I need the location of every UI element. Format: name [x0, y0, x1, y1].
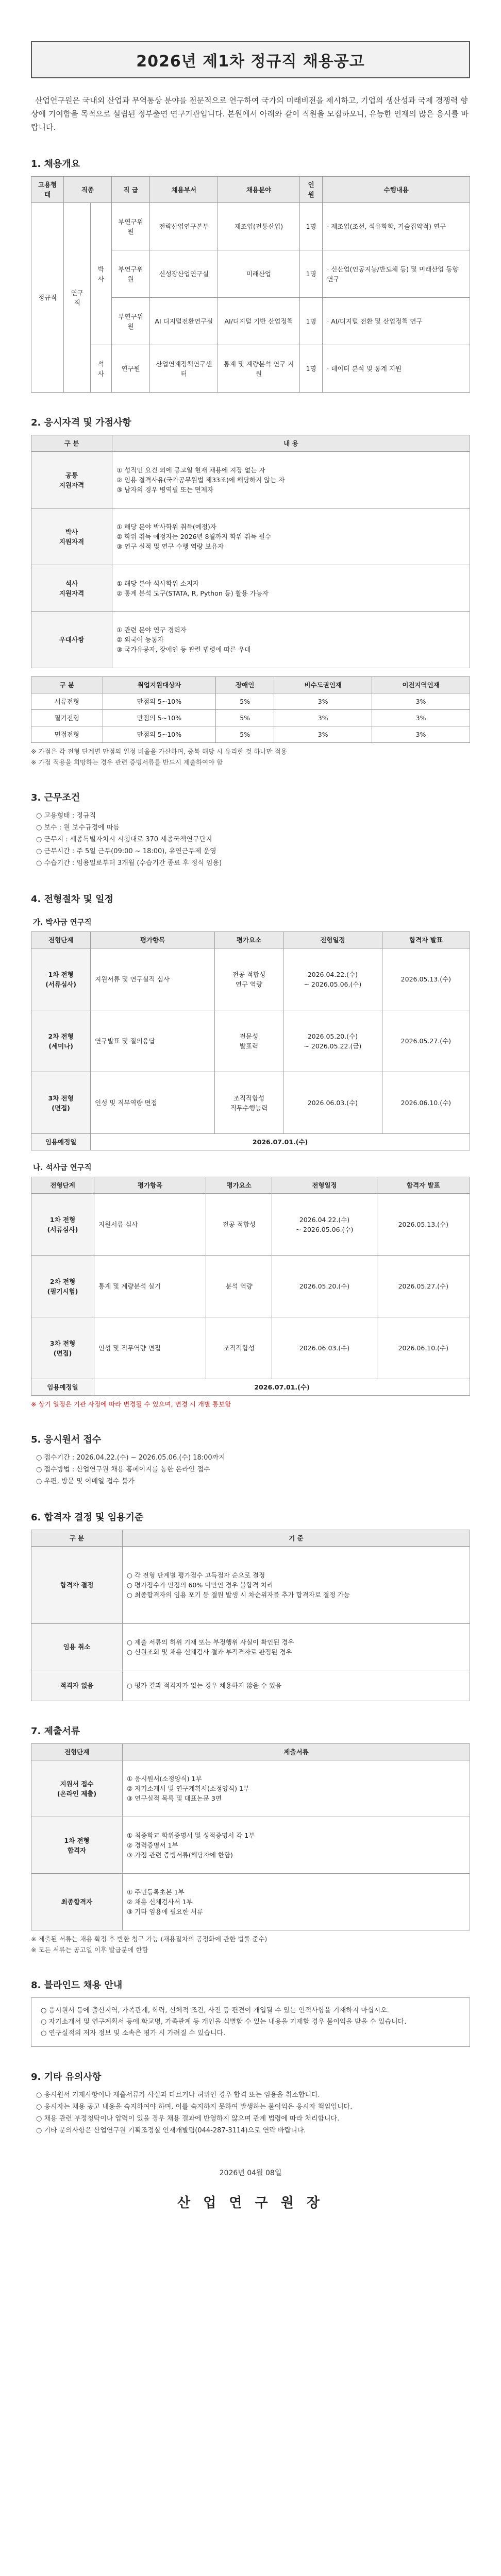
- application-text: ○ 접수기간 : 2026.04.22.(수) ~ 2026.05.06.(수) 18:00까지 ○ 접수방법 : 산업연구원 채용 홈페이지를 통한 온라인 접수 ○ 우편, 방문 및 이메일 접수 불가: [36, 1454, 225, 1485]
- table-cell: 1차 전형 (서류심사): [31, 948, 91, 1010]
- table-header: 채용부서: [150, 177, 218, 203]
- table-cell: 제조업(전통산업): [218, 203, 299, 250]
- table-header: 인 원: [299, 177, 323, 203]
- table-header: 수행내용: [323, 177, 470, 203]
- table-cell: 통계 및 계량분석 실기: [94, 1256, 206, 1317]
- table-row: [31, 612, 470, 668]
- table-cell: 2026.05.27.(수): [382, 1010, 470, 1072]
- table-cell: 정규직: [31, 203, 64, 393]
- table-cell: 우대사항: [31, 612, 112, 668]
- table-header: 전형단계: [31, 1744, 123, 1760]
- table-header: 합격자 발표: [382, 932, 470, 948]
- table-cell: 2026.05.27.(수): [377, 1256, 470, 1317]
- table-cell: 만점의 5~10%: [103, 693, 216, 710]
- table-row: [31, 1760, 470, 1817]
- table-cell: ① 해당 분야 석사학위 소지자 ② 통계 분석 도구(STATA, R, Python 등) 활용 가능자: [112, 565, 470, 612]
- table-cell: 1명: [299, 298, 323, 345]
- table-cell: AI/디지털 기반 산업정책: [218, 298, 299, 345]
- table-cell: 3%: [372, 726, 470, 743]
- table-cell: 2026.06.10.(수): [377, 1317, 470, 1379]
- table-cell: 연구직: [64, 203, 91, 393]
- table-cell: AI 디지털전환연구실: [150, 298, 218, 345]
- table-cell: 인성 및 직무역량 면접: [94, 1317, 206, 1379]
- section-title-qualification: 2. 응시자격 및 가점사항: [31, 417, 131, 428]
- table-cell: 2차 전형 (세미나): [31, 1010, 91, 1072]
- table-cell: 서류전형: [31, 693, 103, 710]
- table-cell: ① 관련 분야 연구 경력자 ② 외국어 능통자 ③ 국가유공자, 장애인 등 관련 법령에 따른 우대: [112, 612, 470, 668]
- table-cell: 5%: [216, 693, 274, 710]
- table-header: 평가항목: [94, 1177, 206, 1194]
- table-cell: 전공 적합성: [206, 1194, 272, 1256]
- table-cell: 1명: [299, 345, 323, 393]
- bonus-points-table: [31, 676, 470, 743]
- table-cell: 박사: [91, 203, 111, 345]
- table-row: [31, 693, 470, 710]
- table-row: [31, 1194, 470, 1256]
- table-cell: 2026.06.10.(수): [382, 1072, 470, 1134]
- table-row: [31, 1379, 470, 1396]
- table-cell: 석사 지원자격: [31, 565, 112, 612]
- table-row: [31, 1874, 470, 1930]
- notice-date: 2026년 04월 08일: [219, 2169, 282, 2177]
- table-cell: 임용예정일: [31, 1134, 91, 1150]
- section-title-process: 4. 전형절차 및 일정: [31, 894, 113, 905]
- table-row: [31, 1256, 470, 1317]
- table-cell: 2026.05.20.(수): [272, 1256, 377, 1317]
- table-header: 기 준: [123, 1530, 470, 1547]
- table-cell: ① 주민등록초본 1부 ② 채용 신체검사서 1부 ③ 기타 임용에 필요한 서류: [123, 1874, 470, 1930]
- section-title-application: 5. 응시원서 접수: [31, 1434, 102, 1445]
- table-row: [31, 710, 470, 726]
- table-cell: · 신산업(인공지능/반도체 등) 및 미래산업 동향 연구: [323, 250, 470, 298]
- table-cell: 3%: [274, 726, 372, 743]
- table-cell: 만점의 5~10%: [103, 726, 216, 743]
- table-cell: ① 해당 분야 박사학위 취득(예정)자 ② 학위 취득 예정자는 2026년 8월까지 학위 취득 필수 ③ 연구 실적 및 연구 수행 역량 보유자: [112, 509, 470, 565]
- table-cell: 2026.06.03.(수): [272, 1317, 377, 1379]
- table-cell: 1명: [299, 203, 323, 250]
- table-cell: 2026.04.22.(수) ~ 2026.05.06.(수): [283, 948, 382, 1010]
- table-row: [31, 1072, 470, 1134]
- blind-hiring-box: ○ 응시원서 등에 출신지역, 가족관계, 학력, 신체적 조건, 사진 등 편견이 개입될 수 있는 인적사항을 기재하지 마십시오. ○ 자기소개서 및 연구계획서 등에 학교명, 가족관계 등 개인을 식별할 수 있는 내용을 기재할 경우 불이익을 받을 수 있습니다. ○ 연구실적의 저자 정보 및 소속은 평가 시 가려질 수 있습니다.: [31, 1997, 470, 2047]
- table-header: 전형일정: [272, 1177, 377, 1194]
- process-table-phd: [31, 931, 470, 1150]
- table-row: [31, 1547, 470, 1624]
- table-cell: 부연구위원: [111, 203, 150, 250]
- table-cell: ○ 평가 결과 적격자가 없는 경우 채용하지 않을 수 있음: [123, 1670, 470, 1701]
- table-cell: 1차 전형 합격자: [31, 1817, 123, 1874]
- table-cell: 신성장산업연구실: [150, 250, 218, 298]
- table-cell: 2026.05.20.(수) ~ 2026.05.22.(금): [283, 1010, 382, 1072]
- table-row: [31, 1010, 470, 1072]
- documents-table: [31, 1743, 470, 1930]
- table-header: 전형단계: [31, 1177, 94, 1194]
- table-header: 이전지역인재: [372, 677, 470, 693]
- table-cell: ① 응시원서(소정양식) 1부 ② 자기소개서 및 연구계획서(소정양식) 1부 ③ 연구실적 목록 및 대표논문 3편: [123, 1760, 470, 1817]
- table-cell: 분석 역량: [206, 1256, 272, 1317]
- table-header: 내 용: [112, 435, 470, 452]
- overview-table: [31, 176, 470, 393]
- table-cell: · AI/디지털 전환 및 산업정책 연구: [323, 298, 470, 345]
- table-cell: 조직적합성: [206, 1317, 272, 1379]
- decision-table: [31, 1530, 470, 1701]
- table-cell: 미래산업: [218, 250, 299, 298]
- table-cell: 최종합격자: [31, 1874, 123, 1930]
- table-header: 고용형태: [31, 177, 64, 203]
- section-title-documents: 7. 제출서류: [31, 1726, 80, 1737]
- table-cell: 통계 및 계량분석 연구 지원: [218, 345, 299, 393]
- table-header: 구 분: [31, 1530, 123, 1547]
- table-row: [31, 726, 470, 743]
- table-header: 채용분야: [218, 177, 299, 203]
- table-header: 장애인: [216, 677, 274, 693]
- table-cell: 3%: [274, 710, 372, 726]
- process-subtitle-phd: 가. 박사급 연구직: [33, 919, 92, 927]
- table-cell: 2026.05.13.(수): [377, 1194, 470, 1256]
- table-cell: 필기전형: [31, 710, 103, 726]
- table-cell: ① 최종학교 학위증명서 및 성적증명서 각 1부 ② 경력증명서 1부 ③ 가점 관련 증빙서류(해당자에 한함): [123, 1817, 470, 1874]
- table-cell: 2026.06.03.(수): [283, 1072, 382, 1134]
- table-cell: 임용예정일: [31, 1379, 94, 1396]
- table-row: [31, 1624, 470, 1670]
- table-cell: 합격자 결정: [31, 1547, 123, 1624]
- qualification-notes: ※ 가점은 각 전형 단계별 만점의 일정 비율을 가산하며, 중복 해당 시 유리한 것 하나만 적용 ※ 가점 적용을 희망하는 경우 관련 증빙서류를 반드시 제출하여야 함: [31, 748, 287, 766]
- qualification-table: [31, 435, 470, 668]
- table-cell: 2차 전형 (필기시험): [31, 1256, 94, 1317]
- process-subtitle-masters: 나. 석사급 연구직: [33, 1164, 92, 1172]
- table-cell: 전략산업연구본부: [150, 203, 218, 250]
- process-table-masters: [31, 1177, 470, 1396]
- table-row: [31, 345, 470, 393]
- table-cell: 임용 취소: [31, 1624, 123, 1670]
- table-cell: ○ 각 전형 단계별 평가점수 고득점자 순으로 결정 ○ 평가점수가 만점의 60% 미만인 경우 불합격 처리 ○ 최종합격자의 임용 포기 등 결원 발생 시 차순위자를 추가 합격자로 결정 가능: [123, 1547, 470, 1624]
- table-header: 전형일정: [283, 932, 382, 948]
- table-cell: 공통 지원자격: [31, 452, 112, 509]
- table-cell: 1명: [299, 250, 323, 298]
- section-title-work-conditions: 3. 근무조건: [31, 792, 80, 803]
- table-cell: 2026.04.22.(수) ~ 2026.05.06.(수): [272, 1194, 377, 1256]
- table-row: [31, 509, 470, 565]
- table-cell: 2026.07.01.(수): [91, 1134, 470, 1150]
- table-cell: 인성 및 직무역량 면접: [91, 1072, 215, 1134]
- intro-paragraph: 산업연구원은 국내외 산업과 무역통상 분야를 전문적으로 연구하여 국가의 미래비전을 제시하고, 기업의 생산성과 국제 경쟁력 향상에 기여함을 목적으로 설립된 정부출연 연구기관입니다. 본원에서 아래와 같이 직원을 모집하오니, 유능한 인재의 많은 응시를 바랍니다.: [31, 96, 469, 132]
- table-cell: ① 성적인 요건 외에 공고일 현재 채용에 지장 없는 자 ② 임용 결격사유(국가공무원법 제33조)에 해당하지 않는 자 ③ 남자의 경우 병역필 또는 면제자: [112, 452, 470, 509]
- table-cell: 적격자 없음: [31, 1670, 123, 1701]
- table-cell: 전문성 발표력: [214, 1010, 283, 1072]
- work-conditions-text: ○ 고용형태 : 정규직 ○ 보수 : 원 보수규정에 따름 ○ 근무지 : 세종특별자치시 시청대로 370 세종국책연구단지 ○ 근무시간 : 주 5일 근무(09:00 ~ 18:00), 유연근무제 운영 ○ 수습기간 : 임용일로부터 3개월 (수습기간 종료 후 정식 임용): [36, 812, 222, 867]
- table-cell: 석사: [91, 345, 111, 393]
- section-title-overview: 1. 채용개요: [31, 159, 80, 170]
- table-row: [31, 565, 470, 612]
- table-header: 제출서류: [123, 1744, 470, 1760]
- issuer-signature: 산 업 연 구 원 장: [177, 2195, 324, 2211]
- process-notes: ※ 상기 일정은 기관 사정에 따라 변경될 수 있으며, 변경 시 개별 통보함: [31, 1400, 231, 1408]
- table-cell: · 제조업(조선, 석유화학, 기술집약적) 연구: [323, 203, 470, 250]
- table-cell: 면접전형: [31, 726, 103, 743]
- table-cell: 5%: [216, 710, 274, 726]
- section-title-blind: 8. 블라인드 채용 안내: [31, 1980, 123, 1991]
- table-cell: 1차 전형 (서류심사): [31, 1194, 94, 1256]
- documents-notes: ※ 제출된 서류는 채용 확정 후 반환 청구 가능 (채용절차의 공정화에 관한 법률 준수) ※ 모든 서류는 공고일 이후 발급분에 한함: [31, 1935, 268, 1954]
- table-row: [31, 1134, 470, 1150]
- table-cell: 조직적합성 직무수행능력: [214, 1072, 283, 1134]
- table-row: [31, 1817, 470, 1874]
- table-cell: 3차 전형 (면접): [31, 1072, 91, 1134]
- section-title-etc: 9. 기타 유의사항: [31, 2072, 102, 2082]
- table-cell: 부연구위원: [111, 298, 150, 345]
- table-cell: 3차 전형 (면접): [31, 1317, 94, 1379]
- table-cell: 만점의 5~10%: [103, 710, 216, 726]
- table-header: 취업지원대상자: [103, 677, 216, 693]
- table-header: 구 분: [31, 435, 112, 452]
- section-title-decision: 6. 합격자 결정 및 임용기준: [31, 1512, 144, 1523]
- table-header: 구 분: [31, 677, 103, 693]
- table-header: 전형단계: [31, 932, 91, 948]
- table-cell: ○ 제출 서류의 허위 기재 또는 부정행위 사실이 확인된 경우 ○ 신원조회 및 채용 신체검사 결과 부적격자로 판정된 경우: [123, 1624, 470, 1670]
- table-row: [31, 948, 470, 1010]
- table-header: 평가요소: [214, 932, 283, 948]
- table-cell: 연구원: [111, 345, 150, 393]
- table-cell: 박사 지원자격: [31, 509, 112, 565]
- table-row: [31, 203, 470, 250]
- table-row: [31, 452, 470, 509]
- table-cell: 연구발표 및 질의응답: [91, 1010, 215, 1072]
- table-cell: 지원서류 및 연구실적 심사: [91, 948, 215, 1010]
- table-cell: 2026.07.01.(수): [94, 1379, 470, 1396]
- table-cell: 지원서 접수 (온라인 제출): [31, 1760, 123, 1817]
- table-cell: · 데이터 분석 및 통계 지원: [323, 345, 470, 393]
- table-row: [31, 1670, 470, 1701]
- table-cell: 2026.05.13.(수): [382, 948, 470, 1010]
- table-header: 합격자 발표: [377, 1177, 470, 1194]
- table-cell: 5%: [216, 726, 274, 743]
- table-cell: 산업연계정책연구센터: [150, 345, 218, 393]
- table-cell: 3%: [372, 693, 470, 710]
- etc-text: ○ 응시원서 기재사항이나 제출서류가 사실과 다르거나 허위인 경우 합격 또는 임용을 취소합니다. ○ 응시자는 채용 공고 내용을 숙지하여야 하며, 이를 숙지하지 못하여 발생하는 불이익은 응시자 책임입니다. ○ 채용 관련 부정청탁이나 압력이 있을 경우 채용 결과에 반영하지 않으며 관계 법령에 따라 처리합니다. ○ 기타 문의사항은 산업연구원 기획조정실 인재개발팀(044-287-3114)으로 연락 바랍니다.: [36, 2091, 353, 2134]
- table-row: [31, 1317, 470, 1379]
- table-cell: 부연구위원: [111, 250, 150, 298]
- table-header: 비수도권인재: [274, 677, 372, 693]
- table-header: 평가요소: [206, 1177, 272, 1194]
- table-cell: 전공 적합성 연구 역량: [214, 948, 283, 1010]
- table-header: 평가항목: [91, 932, 215, 948]
- page-title: 2026년 제1차 정규직 채용공고: [31, 41, 470, 78]
- table-cell: 지원서류 심사: [94, 1194, 206, 1256]
- table-header: 직종: [64, 177, 111, 203]
- table-header: 직 급: [111, 177, 150, 203]
- table-cell: 3%: [372, 710, 470, 726]
- table-cell: 3%: [274, 693, 372, 710]
